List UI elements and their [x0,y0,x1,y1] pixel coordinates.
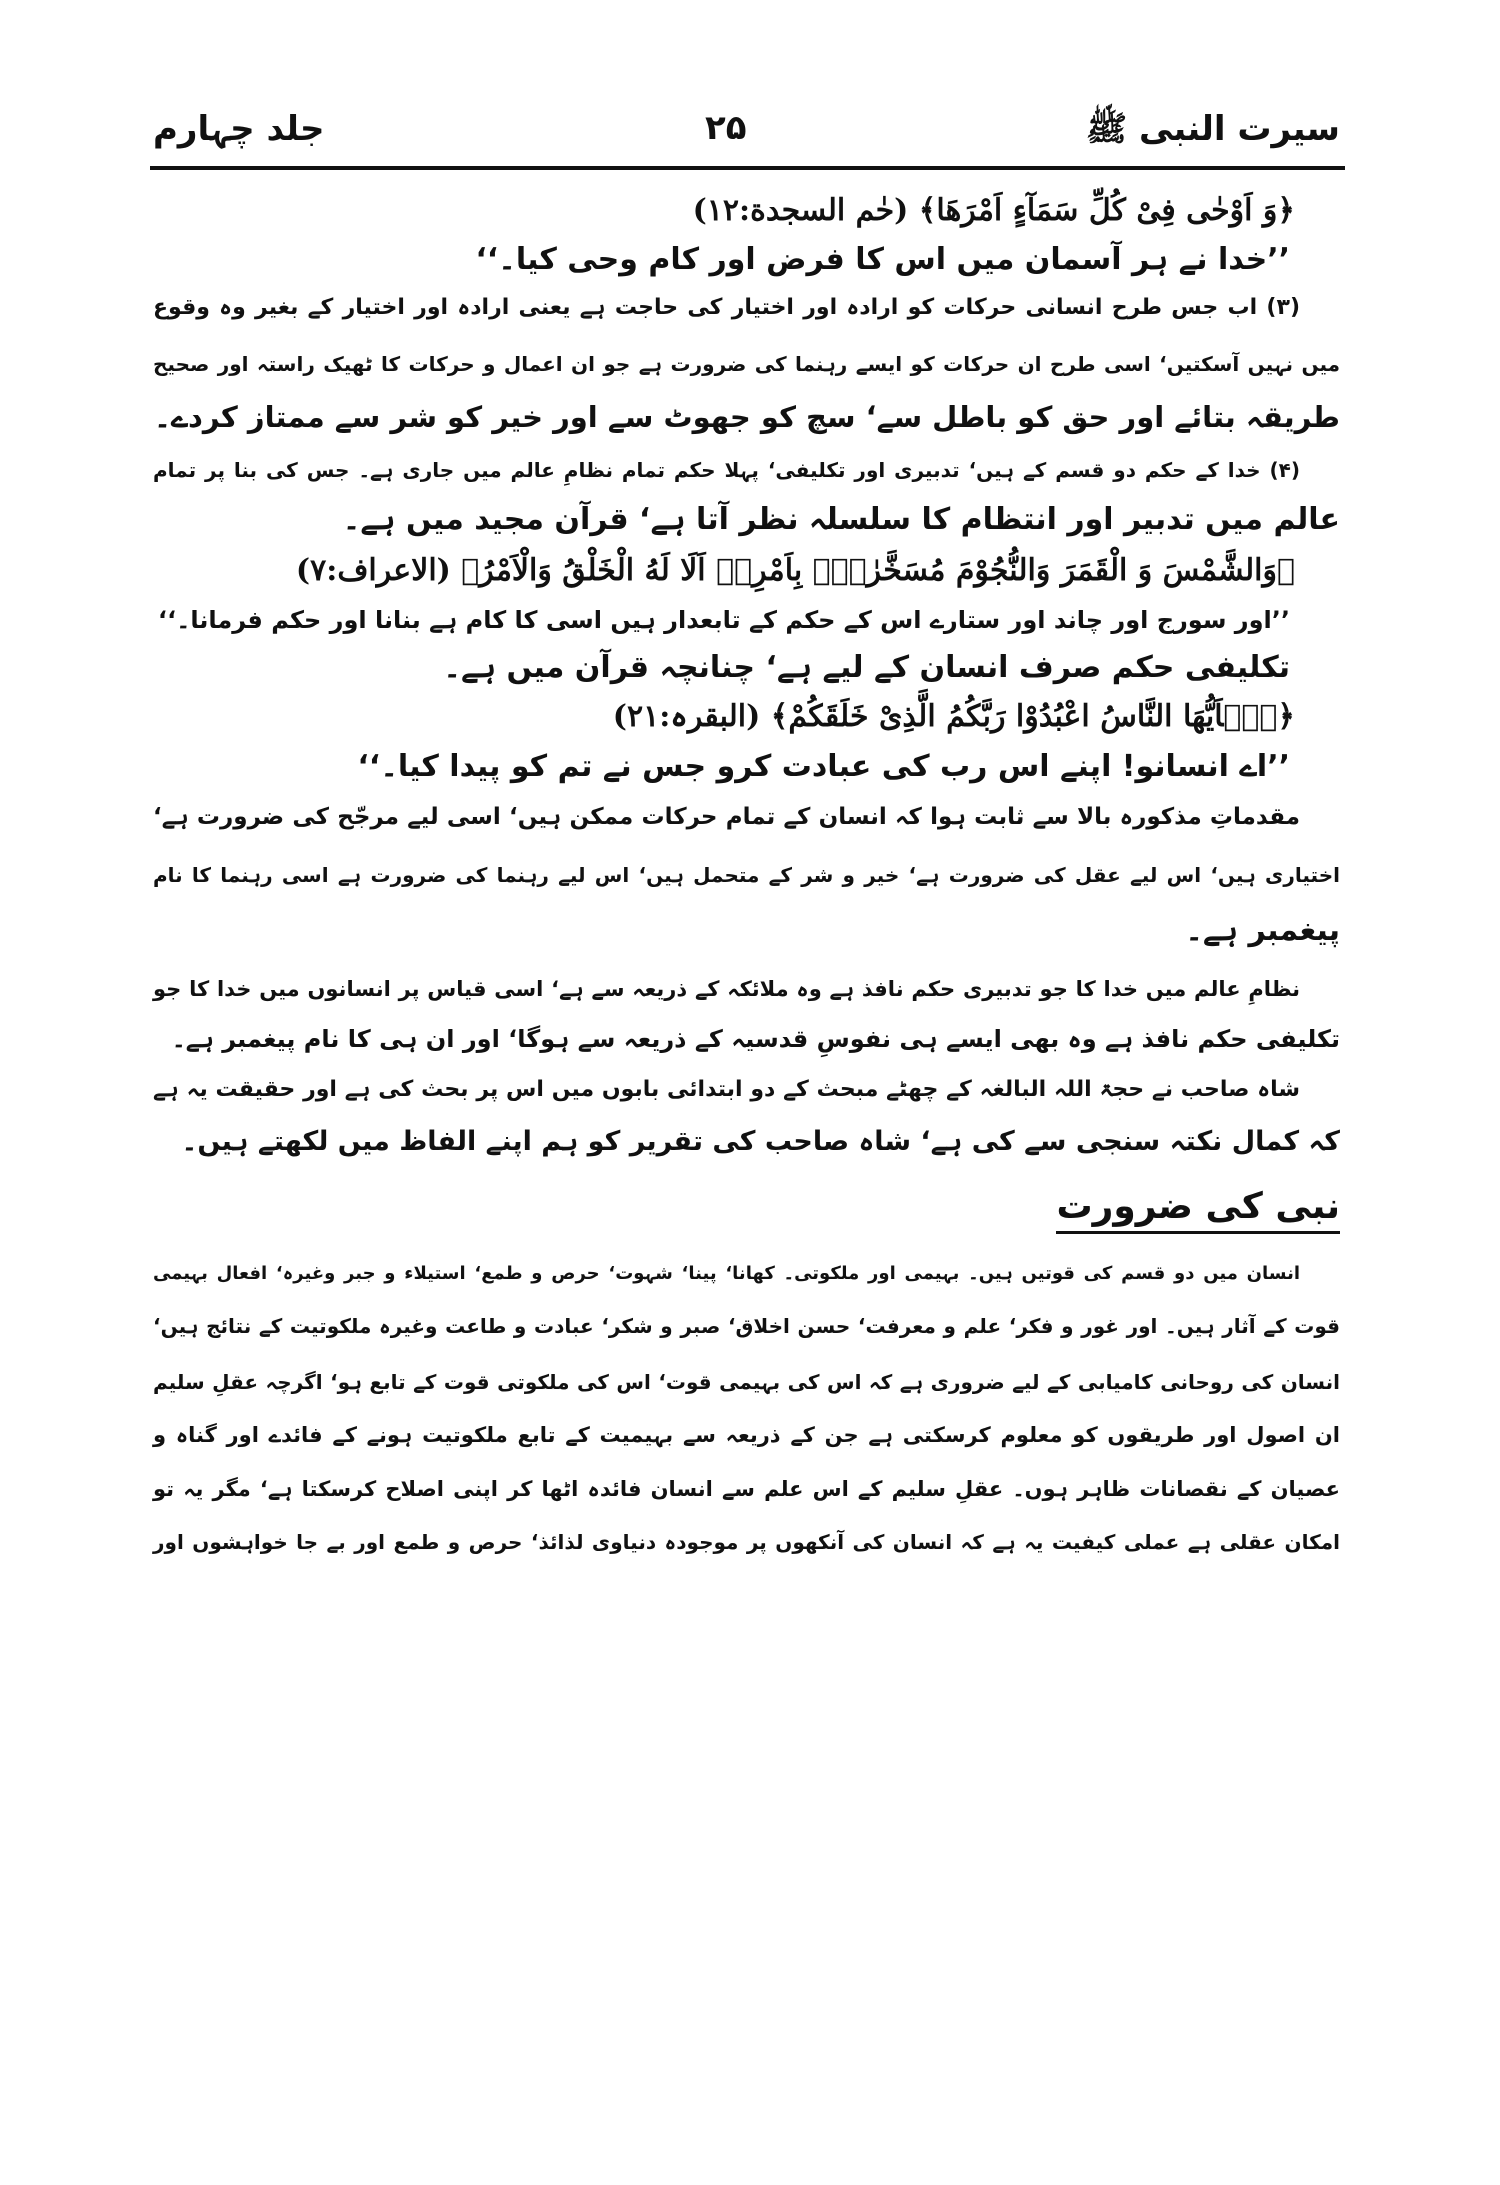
paragraph-line: عصیان کے نقصانات ظاہر ہوں۔ عقلِ سلیم کے اس علم سے انسان فائدہ اٹھا کر اپنی اصلاح کرسکتا ہے‘ مگر یہ تو [153,1477,1340,1501]
section-heading: نبی کی ضرورت [1056,1186,1340,1234]
quran-verse: ﴿یٰۤاَیُّهَا النَّاسُ اعْبُدُوْا رَبَّكُمُ الَّذِیْ خَلَقَكُمْ﴾ (البقرہ:۲۱) [612,699,1295,734]
book-title: سیرت النبی ﷺ [1086,109,1340,149]
volume-label: جلد چہارم [153,109,325,149]
paragraph-line: انسان کی روحانی کامیابی کے لیے ضروری ہے کہ اس کی بہیمی قوت‘ اس کی ملکوتی قوت کے تابع ہو‘ اگرچہ عقلِ سلیم [153,1370,1340,1394]
verse-translation: ’’اے انسانو! اپنے اس رب کی عبادت کرو جس نے تم کو پیدا کیا۔‘‘ [357,749,1290,784]
verse-translation: ’’خدا نے ہر آسمان میں اس کا فرض اور کام وحی کیا۔‘‘ [475,242,1290,277]
paragraph-line: تکلیفی حکم صرف انسان کے لیے ہے‘ چنانچہ قرآن میں ہے۔ [443,650,1290,685]
paragraph-line: ان اصول اور طریقوں کو معلوم کرسکتی ہے جن کے ذریعہ سے بہیمیت کے تابع ملکوتیت ہونے کے فائدے اور گناہ و [153,1423,1340,1447]
paragraph-line: پیغمبر ہے۔ [1185,913,1340,948]
paragraph-line: میں نہیں آسکتیں‘ اسی طرح ان حرکات کو ایسے رہنما کی ضرورت ہے جو ان اعمال و حرکات کا ٹھیک راستہ اور صحیح [153,352,1340,376]
paragraph-line: انسان میں دو قسم کی قوتیں ہیں۔ بہیمی اور ملکوتی۔ کھانا‘ پینا‘ شہوت‘ حرص و طمع‘ استیلاء و جبر وغیرہ‘ افعال بہیمی [153,1263,1300,1284]
quran-verse: ﴿وَالشَّمْسَ وَ الْقَمَرَ وَالنُّجُوْمَ مُسَخَّرٰتٍۭ بِاَمْرِهٖ اَلَا لَهُ الْخَلْقُ وَالْاَمْرُ﴾ (الاعراف:۷) [295,553,1295,588]
paragraph-line: نظامِ عالم میں خدا کا جو تدبیری حکم نافذ ہے وہ ملائکہ کے ذریعہ سے ہے‘ اسی قیاس پر انسانوں میں خدا کا جو [153,977,1300,1001]
paragraph-line: تکلیفی حکم نافذ ہے وہ بھی ایسے ہی نفوسِ قدسیہ کے ذریعہ سے ہوگا‘ اور ان ہی کا نام پیغمبر ہے۔ [171,1025,1340,1053]
header-rule [150,166,1345,170]
paragraph-line: اختیاری ہیں‘ اس لیے عقل کی ضرورت ہے‘ خیر و شر کے متحمل ہیں‘ اس لیے رہنما کی ضرورت ہے اسی رہنما کا نام [153,863,1340,887]
paragraph-line: مقدماتِ مذکورہ بالا سے ثابت ہوا کہ انسان کے تمام حرکات ممکن ہیں‘ اسی لیے مرجّح کی ضرورت ہے‘ [153,804,1300,830]
paragraph-line: (۳) اب جس طرح انسانی حرکات کو ارادہ اور اختیار کی حاجت ہے یعنی ارادہ اور اختیار کے بغیر وہ وقوع [153,295,1300,320]
page-number: ۲۵ [705,108,747,148]
verse-translation: ’’اور سورج اور چاند اور ستارے اس کے حکم کے تابعدار ہیں اسی کا کام ہے بنانا اور حکم فرمانا۔‘‘ [158,606,1290,634]
paragraph-line: (۴) خدا کے حکم دو قسم کے ہیں‘ تدبیری اور تکلیفی‘ پہلا حکم تمام نظامِ عالم میں جاری ہے۔ جس کی بنا پر تمام [153,458,1300,482]
paragraph-line: قوت کے آثار ہیں۔ اور غور و فکر‘ علم و معرفت‘ حسن اخلاق‘ صبر و شکر‘ عبادت و طاعت وغیرہ ملکوتیت کے نتائج ہیں‘ [153,1314,1340,1338]
paragraph-line: کہ کمال نکتہ سنجی سے کی ہے‘ شاہ صاحب کی تقریر کو ہم اپنے الفاظ میں لکھتے ہیں۔ [181,1126,1340,1157]
quran-verse: ﴿وَ اَوْحٰی فِیْ كُلِّ سَمَآءٍ اَمْرَهَا﴾ (حٰم السجدة:۱۲) [692,193,1295,228]
paragraph-line: شاہ صاحب نے حجۃ اللہ البالغہ کے چھٹے مبحث کے دو ابتدائی بابوں میں اس پر بحث کی ہے اور حقیقت یہ ہے [153,1077,1300,1102]
paragraph-line: عالم میں تدبیر اور انتظام کا سلسلہ نظر آتا ہے‘ قرآن مجید میں ہے۔ [342,502,1340,537]
paragraph-line: طریقہ بتائے اور حق کو باطل سے‘ سچ کو جھوٹ سے اور خیر کو شر سے ممتاز کردے۔ [154,400,1340,434]
paragraph-line: امکان عقلی ہے عملی کیفیت یہ ہے کہ انسان کی آنکھوں پر موجودہ دنیاوی لذائذ‘ حرص و طمع اور بے جا خواہشوں اور [153,1530,1340,1554]
